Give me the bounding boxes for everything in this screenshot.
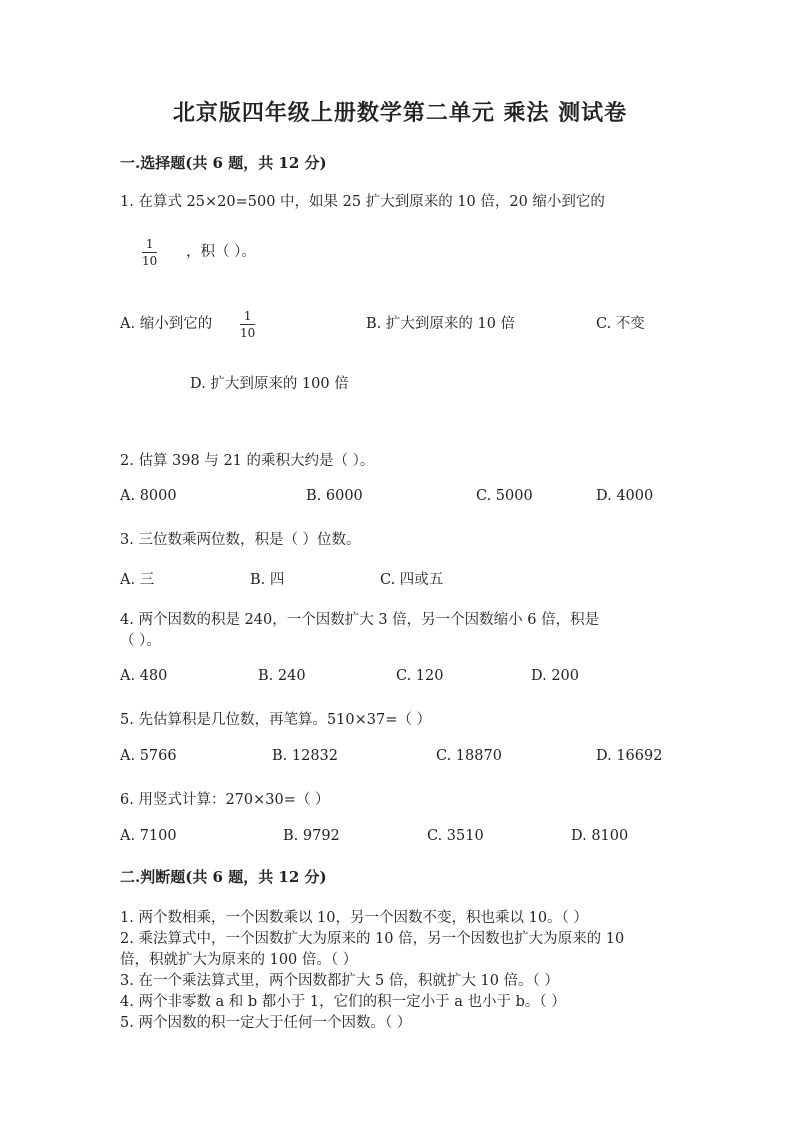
- q1-opt-a-frac-denominator: 10: [240, 326, 256, 340]
- judge-item-5: 5. 两个因数的积一定大于任何一个因数。（ ）: [120, 1015, 412, 1031]
- q4-option-c: C. 120: [396, 668, 444, 684]
- q6-option-d: D. 8100: [571, 828, 629, 844]
- judge-item-1: 1. 两个数相乘，一个因数乘以 10，另一个因数不变，积也乘以 10。（ ）: [120, 910, 588, 926]
- q5-option-b: B. 12832: [272, 748, 339, 764]
- q3-option-a: A. 三: [120, 572, 155, 588]
- q1-frac-denominator: 10: [142, 254, 158, 268]
- q2-stem: 2. 估算 398 与 21 的乘积大约是（ ）。: [120, 453, 375, 469]
- q5-stem: 5. 先估算积是几位数，再笔算。510×37=（ ）: [120, 712, 431, 728]
- q6-option-b: B. 9792: [283, 828, 340, 844]
- q1-option-a-fraction: [240, 305, 255, 339]
- q6-option-a: A. 7100: [120, 828, 177, 844]
- q1-frac-numerator: 1: [145, 237, 154, 251]
- q1-fraction: [142, 233, 157, 267]
- q1-option-d: D. 扩大到原来的 100 倍: [190, 376, 349, 392]
- q1-option-b: B. 扩大到原来的 10 倍: [366, 316, 516, 332]
- section2-heading: 二.判断题(共 6 题，共 12 分): [120, 868, 327, 886]
- q4-option-b: B. 240: [258, 668, 306, 684]
- judge-item-2-cont: 倍，积就扩大为原来的 100 倍。（ ）: [120, 952, 358, 968]
- q1-option-a: A. 缩小到它的: [120, 316, 213, 332]
- q1-stem-line1: 1. 在算式 25×20=500 中，如果 25 扩大到原来的 10 倍，20 缩小到它的: [120, 194, 605, 210]
- q3-option-c: C. 四或五: [380, 572, 444, 588]
- judge-item-3: 3. 在一个乘法算式里，两个因数都扩大 5 倍，积就扩大 10 倍。（ ）: [120, 973, 559, 989]
- q5-option-d: D. 16692: [596, 748, 663, 764]
- q2-option-d: D. 4000: [596, 488, 654, 504]
- q4-option-a: A. 480: [120, 668, 168, 684]
- q2-option-b: B. 6000: [306, 488, 363, 504]
- q1-stem-line2: ，积（ ）。: [186, 244, 256, 260]
- q2-option-c: C. 5000: [476, 488, 533, 504]
- q4-option-d: D. 200: [531, 668, 580, 684]
- q3-option-b: B. 四: [250, 572, 285, 588]
- judge-item-2: 2. 乘法算式中，一个因数扩大为原来的 10 倍，另一个因数也扩大为原来的 10: [120, 931, 625, 947]
- q5-option-c: C. 18870: [436, 748, 502, 764]
- q1-option-c: C. 不变: [596, 316, 645, 332]
- q5-option-a: A. 5766: [120, 748, 177, 764]
- q4-stem-line1: 4. 两个因数的积是 240，一个因数扩大 3 倍，另一个因数缩小 6 倍，积是: [120, 612, 600, 628]
- q4-stem-line2: （ ）。: [120, 633, 161, 649]
- q6-stem: 6. 用竖式计算：270×30=（ ）: [120, 792, 330, 808]
- q3-stem: 3. 三位数乘两位数，积是（ ）位数。: [120, 532, 361, 548]
- section1-heading: 一.选择题(共 6 题，共 12 分): [120, 154, 327, 172]
- document-title: 北京版四年级上册数学第二单元 乘法 测试卷: [172, 100, 628, 126]
- q6-option-c: C. 3510: [427, 828, 484, 844]
- judge-item-4: 4. 两个非零数 a 和 b 都小于 1，它们的积一定小于 a 也小于 b。（ ）: [120, 994, 566, 1010]
- q2-option-a: A. 8000: [120, 488, 177, 504]
- q1-opt-a-frac-numerator: 1: [243, 309, 252, 323]
